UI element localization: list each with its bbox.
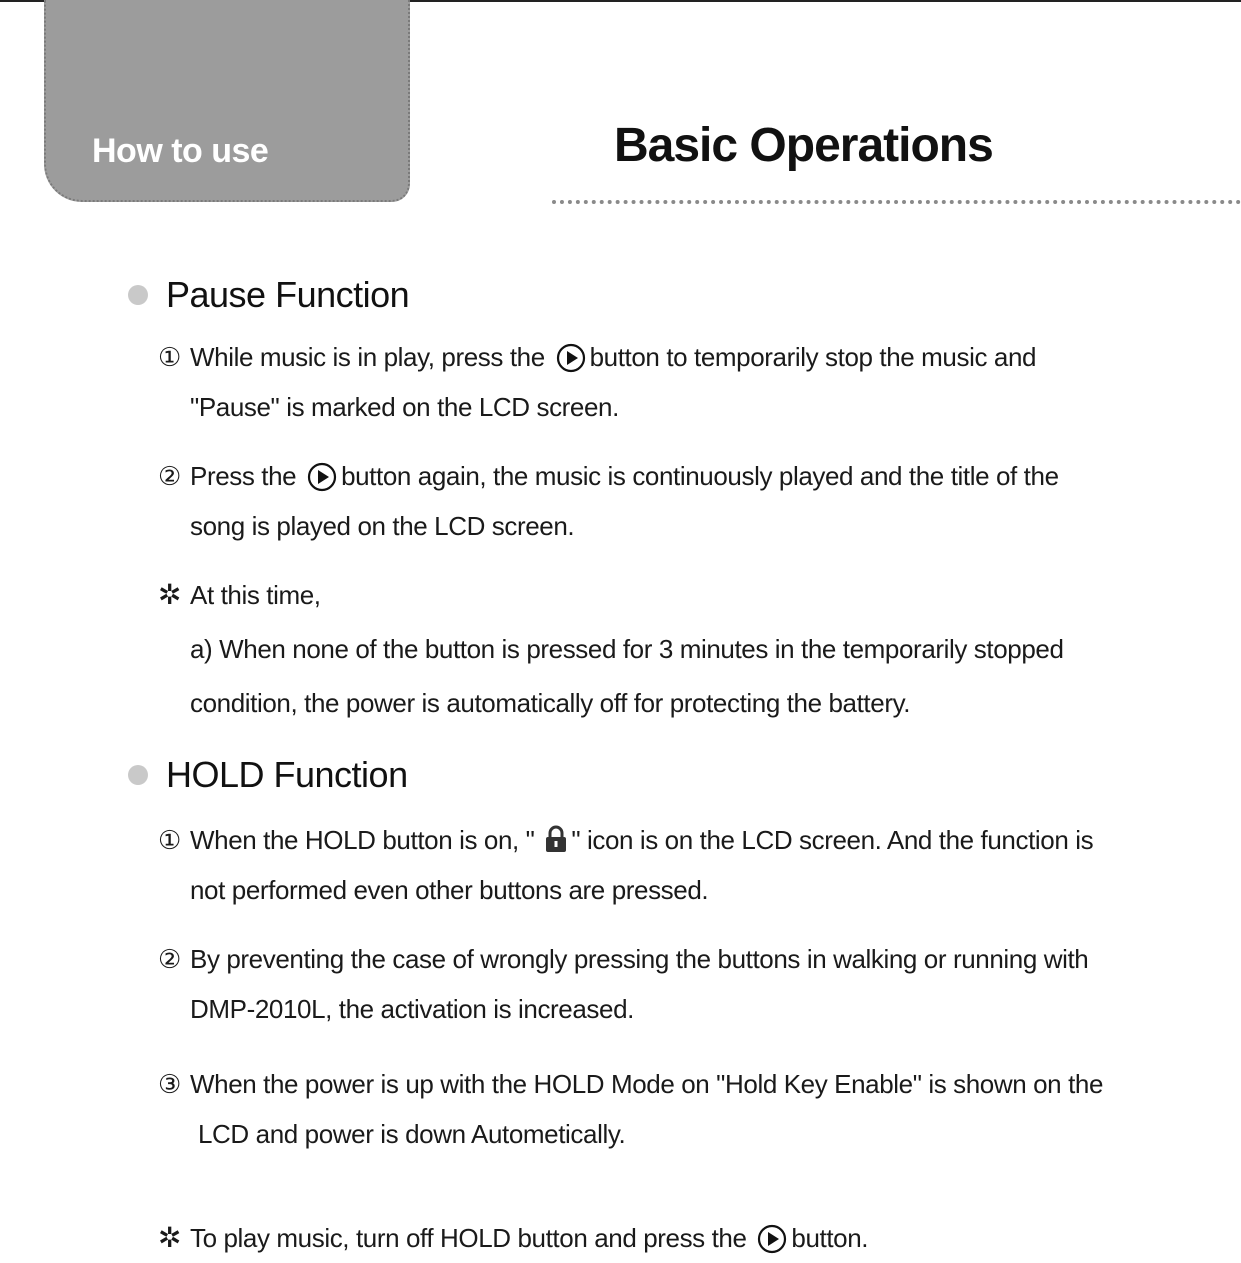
step-number: ② xyxy=(158,461,181,491)
hold-step-3 xyxy=(158,1059,1228,1159)
step-text-continued: DMP-2010L, the activation is increased. xyxy=(190,994,634,1024)
step-text-continued: LCD and power is down Autometically. xyxy=(198,1119,626,1149)
heading-text: Pause Function xyxy=(166,274,410,315)
lock-icon xyxy=(545,825,567,853)
play-button-icon xyxy=(757,1224,787,1254)
play-button-icon xyxy=(307,462,337,492)
pause-step-2 xyxy=(158,451,1228,551)
step-text: By preventing the case of wrongly pressing the buttons in walking or running with xyxy=(190,944,1089,974)
hold-note xyxy=(158,1213,1228,1263)
step-text: " icon is on the LCD screen. And the function is xyxy=(571,825,1094,855)
bullet-icon xyxy=(128,285,148,305)
step-text: button again, the music is continuously played and the title of the xyxy=(341,461,1059,491)
note-text: a) When none of the button is pressed for 3 minutes in the temporarily stopped xyxy=(190,634,1064,664)
pause-note xyxy=(158,568,1228,730)
note-text: button. xyxy=(791,1223,869,1253)
note-star-icon: ✲ xyxy=(158,1222,182,1253)
hold-step-1 xyxy=(158,815,1228,915)
page-title: Basic Operations xyxy=(614,119,993,172)
note-text: At this time, xyxy=(190,580,321,610)
step-text: When the power is up with the HOLD Mode on "Hold Key Enable" is shown on the xyxy=(190,1069,1104,1099)
title-divider xyxy=(552,200,1241,204)
step-text: When the HOLD button is on, " xyxy=(190,825,535,855)
step-number: ① xyxy=(158,342,181,372)
step-text-continued: not performed even other buttons are pressed. xyxy=(190,875,709,905)
hold-function-heading xyxy=(128,754,408,796)
step-number: ③ xyxy=(158,1069,181,1099)
note-star-icon: ✲ xyxy=(158,579,182,610)
pause-step-1 xyxy=(158,332,1228,432)
pause-function-heading xyxy=(128,274,409,316)
bullet-icon xyxy=(128,765,148,785)
play-button-icon xyxy=(556,343,586,373)
step-number: ① xyxy=(158,825,181,855)
heading-text: HOLD Function xyxy=(166,754,408,795)
step-text: While music is in play, press the xyxy=(190,342,545,372)
note-text: condition, the power is automatically off for protecting the battery. xyxy=(190,688,911,718)
note-text: To play music, turn off HOLD button and press the xyxy=(190,1223,747,1253)
step-text-continued: song is played on the LCD screen. xyxy=(190,511,575,541)
section-tab xyxy=(44,0,410,202)
step-text-continued: "Pause" is marked on the LCD screen. xyxy=(190,392,619,422)
step-number: ② xyxy=(158,944,181,974)
hold-step-2 xyxy=(158,934,1228,1034)
step-text: button to temporarily stop the music and xyxy=(589,342,1037,372)
step-text: Press the xyxy=(190,461,297,491)
section-tab-label: How to use xyxy=(92,132,269,170)
